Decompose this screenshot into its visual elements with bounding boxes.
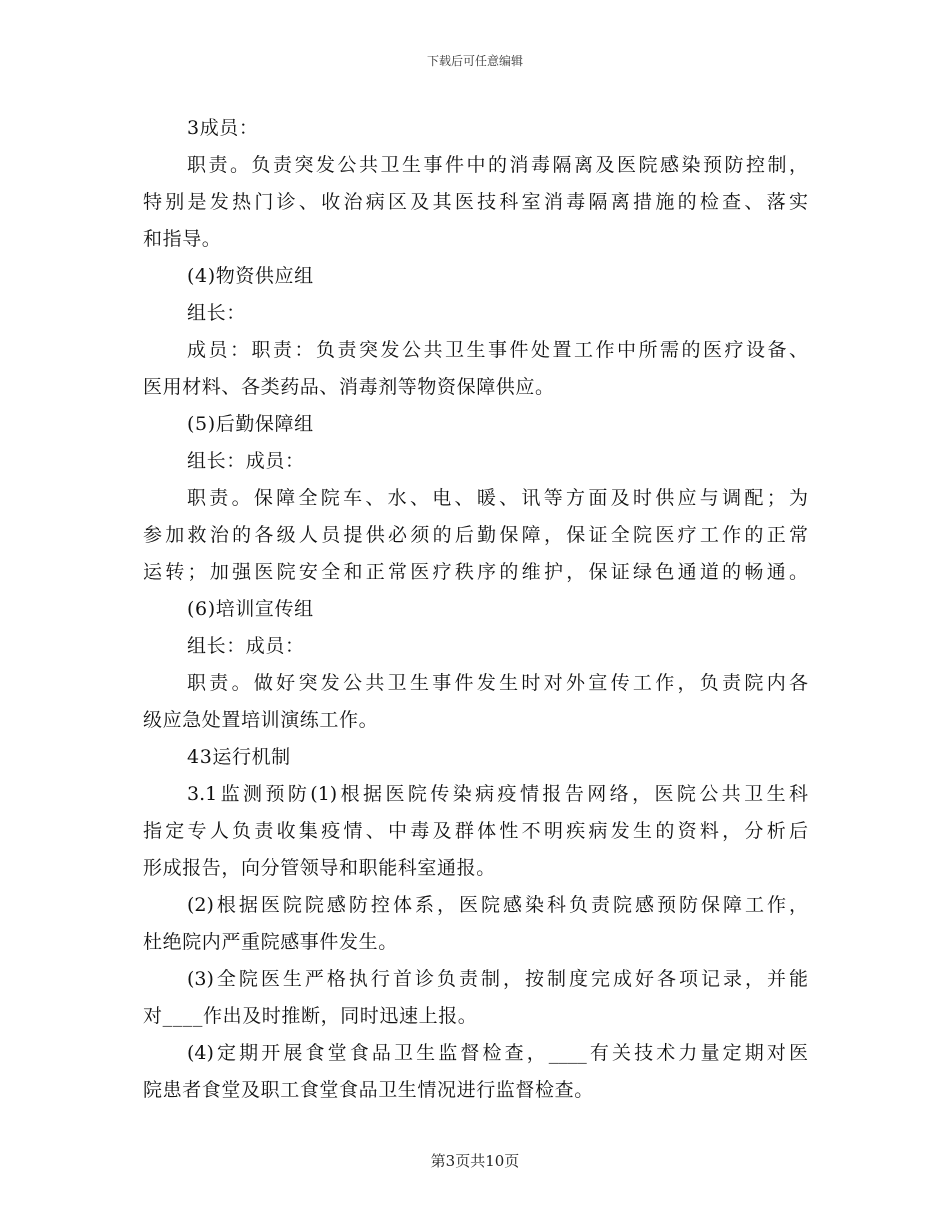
paragraph-line: (2)根据医院院感防控体系，医院感染科负责院感预防保障工作， (187, 894, 808, 916)
section-heading: (4)物资供应组 (187, 265, 314, 287)
paragraph-line: 组长：成员： (187, 635, 305, 657)
paragraph-line: 职责。保障全院车、水、电、暖、讯等方面及时供应与调配；为 (187, 487, 808, 509)
paragraph-line: 和指导。 (143, 228, 222, 250)
paragraph-line: 杜绝院内严重院感事件发生。 (143, 931, 398, 953)
paragraph-line: 医用材料、各类药品、消毒剂等物资保障供应。 (143, 376, 555, 398)
paragraph-line: 对____作出及时推断，同时迅速上报。 (143, 1005, 478, 1027)
paragraph-line: 院患者食堂及职工食堂食品卫生情况进行监督检查。 (143, 1079, 594, 1101)
page-header: 下载后可任意编辑 (426, 54, 523, 68)
paragraph-line: 成员：职责：负责突发公共卫生事件处置工作中所需的医疗设备、 (187, 339, 808, 361)
document-body (143, 110, 808, 1109)
paragraph-line: 指定专人负责收集疫情、中毒及群体性不明疾病发生的资料，分析后 (143, 820, 808, 842)
paragraph-line: 3成员： (187, 117, 259, 139)
paragraph-line: 级应急处置培训演练工作。 (143, 709, 379, 731)
paragraph-line: 形成报告，向分管领导和职能科室通报。 (143, 857, 496, 879)
section-heading: (6)培训宣传组 (187, 598, 314, 620)
paragraph-line: 职责。负责突发公共卫生事件中的消毒隔离及医院感染预防控制， (187, 154, 808, 176)
paragraph-line: 运转；加强医院安全和正常医疗秩序的维护，保证绿色通道的畅通。 (143, 561, 808, 583)
paragraph-line: 参加救治的各级人员提供必须的后勤保障，保证全院医疗工作的正常 (143, 524, 808, 546)
section-heading: 43运行机制 (187, 746, 291, 768)
paragraph-line: (3)全院医生严格执行首诊负责制，按制度完成好各项记录，并能 (187, 968, 808, 990)
paragraph-line: 3.1监测预防(1)根据医院传染病疫情报告网络，医院公共卫生科 (187, 783, 808, 805)
paragraph-line: 组长：成员： (187, 450, 305, 472)
paragraph-line: 职责。做好突发公共卫生事件发生时对外宣传工作，负责院内各 (187, 672, 808, 694)
paragraph-line: (4)定期开展食堂食品卫生监督检查，____有关技术力量定期对医 (187, 1042, 808, 1064)
paragraph-line: 特别是发热门诊、收治病区及其医技科室消毒隔离措施的检查、落实 (143, 191, 808, 213)
section-heading: (5)后勤保障组 (187, 413, 314, 435)
paragraph-line: 组长： (187, 302, 246, 324)
page-footer: 第3页共10页 (430, 1152, 520, 1170)
